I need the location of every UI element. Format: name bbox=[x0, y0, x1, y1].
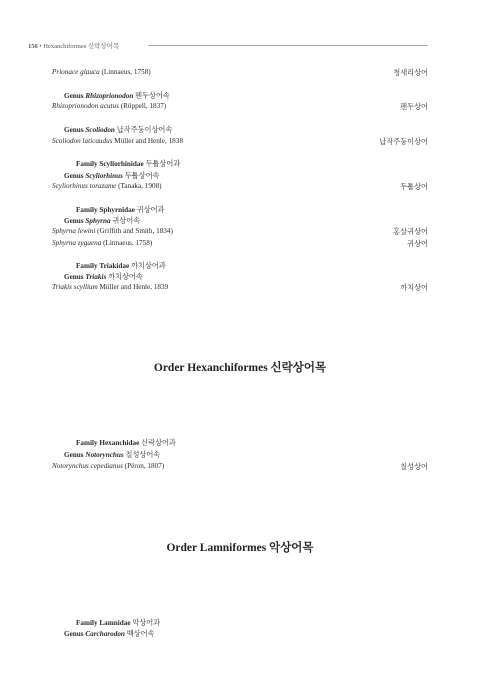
genus-korean-name: 귀상어속 bbox=[112, 217, 141, 225]
running-header bbox=[28, 41, 428, 53]
genus-rank-label: Genus bbox=[64, 630, 84, 638]
family-cell bbox=[76, 261, 166, 271]
species-scientific-name: Notorynchus cepedianus bbox=[52, 462, 123, 470]
genus-rank-label: Genus bbox=[64, 217, 84, 225]
species-scientific-name: Rhizoprionodon acutus bbox=[52, 102, 119, 110]
species-row bbox=[0, 182, 480, 193]
species-name-cell bbox=[52, 227, 173, 235]
genus-name: Scoliodon bbox=[85, 126, 115, 134]
species-author: Müller and Henle, 1838 bbox=[114, 137, 183, 145]
genus-row bbox=[0, 91, 480, 102]
species-row bbox=[0, 102, 480, 113]
genus-name: Rhizoprionodon bbox=[85, 92, 134, 100]
header-bullet: • bbox=[39, 43, 42, 50]
family-korean-name: 악상어과 bbox=[132, 619, 161, 627]
genus-row bbox=[0, 125, 480, 136]
species-scientific-name: Prionace glauca bbox=[52, 68, 100, 76]
family-name: Triakidae bbox=[99, 262, 130, 270]
genus-row bbox=[0, 629, 480, 640]
genus-korean-name: 백상어속 bbox=[126, 630, 155, 638]
genus-rank-label: Genus bbox=[64, 172, 84, 180]
species-name-cell bbox=[52, 102, 166, 110]
species-author: (Tanaka, 1908) bbox=[118, 182, 162, 190]
species-korean-name: 두툽상어 bbox=[400, 183, 428, 191]
running-title: Hexanchiformes 신락상어목 bbox=[43, 43, 120, 50]
genus-cell bbox=[64, 216, 140, 226]
genus-rank-label: Genus bbox=[64, 126, 84, 134]
family-cell bbox=[76, 159, 180, 169]
genus-cell bbox=[64, 272, 143, 282]
species-name-cell bbox=[52, 462, 164, 470]
species-name-cell bbox=[52, 239, 152, 247]
family-name: Sphyrnidae bbox=[99, 206, 135, 214]
order-heading-lamniformes: Order Lamniformes 악상어목 bbox=[166, 542, 314, 554]
genus-row bbox=[0, 272, 480, 283]
family-cell bbox=[76, 618, 160, 628]
genus-korean-name: 두툽상어속 bbox=[124, 172, 160, 180]
genus-name: Triakis bbox=[85, 273, 107, 281]
species-author: (Péron, 1807) bbox=[124, 462, 165, 470]
family-rank-label: Family bbox=[76, 206, 98, 214]
page-number: 156 bbox=[28, 43, 38, 50]
species-korean-name: 홍살귀상어 bbox=[393, 228, 428, 236]
family-korean-name: 신락상어과 bbox=[141, 439, 176, 447]
genus-cell bbox=[64, 171, 159, 181]
family-row bbox=[0, 618, 480, 629]
species-korean-name: 칠성상어 bbox=[400, 463, 428, 471]
family-row bbox=[0, 205, 480, 216]
genus-cell bbox=[64, 629, 155, 639]
genus-cell bbox=[64, 450, 160, 460]
species-row bbox=[0, 68, 480, 79]
family-korean-name: 두툽상어과 bbox=[145, 160, 181, 168]
species-korean-name: 까치상어 bbox=[400, 284, 428, 292]
genus-row bbox=[0, 216, 480, 227]
genus-name: Carcharodon bbox=[85, 630, 125, 638]
family-row bbox=[0, 261, 480, 272]
genus-korean-name: 납작주둥이상어속 bbox=[116, 126, 173, 134]
species-korean-name: 귀상어 bbox=[407, 240, 428, 248]
genus-korean-name: 까치상어속 bbox=[108, 273, 143, 281]
species-name-cell bbox=[52, 68, 151, 76]
family-rank-label: Family bbox=[76, 439, 98, 447]
species-row bbox=[0, 462, 480, 473]
family-name: Scyliorhinidae bbox=[99, 160, 144, 168]
genus-rank-label: Genus bbox=[64, 451, 84, 459]
species-row bbox=[0, 239, 480, 250]
species-author: Müller and Henle, 1839 bbox=[99, 283, 169, 291]
species-row bbox=[0, 227, 480, 238]
family-rank-label: Family bbox=[76, 160, 98, 168]
genus-name: Scyliorhinus bbox=[85, 172, 123, 180]
species-author: (Linnaeus, 1758) bbox=[101, 68, 151, 76]
family-rank-label: Family bbox=[76, 262, 98, 270]
species-scientific-name: Sphyrna zygaena bbox=[52, 239, 102, 247]
family-cell bbox=[76, 438, 176, 448]
genus-rank-label: Genus bbox=[64, 273, 84, 281]
family-korean-name: 까치상어과 bbox=[130, 262, 166, 270]
species-korean-name: 납작주둥이상어 bbox=[379, 138, 428, 146]
species-name-cell bbox=[52, 137, 183, 145]
family-name: Hexanchidae bbox=[99, 439, 140, 447]
species-korean-name: 청새리상어 bbox=[393, 69, 428, 77]
order-heading-hexanchiformes: Order Hexanchiformes 신락상어목 bbox=[153, 362, 327, 374]
species-korean-name: 펜두상어 bbox=[400, 103, 428, 111]
family-rank-label: Family bbox=[76, 619, 98, 627]
genus-row bbox=[0, 171, 480, 182]
species-name-cell bbox=[52, 182, 162, 190]
genus-row bbox=[0, 450, 480, 461]
species-row bbox=[0, 283, 480, 294]
genus-cell bbox=[64, 91, 170, 101]
species-row bbox=[0, 137, 480, 148]
genus-name: Notorynchus bbox=[85, 451, 124, 459]
species-author: (Rüppell, 1837) bbox=[120, 102, 167, 110]
genus-name: Sphyrna bbox=[85, 217, 111, 225]
genus-korean-name: 펜두상어속 bbox=[135, 92, 170, 100]
family-name: Lamnidae bbox=[99, 619, 131, 627]
family-row bbox=[0, 438, 480, 449]
genus-korean-name: 칠성상어속 bbox=[125, 451, 161, 459]
family-cell bbox=[76, 205, 165, 215]
species-scientific-name: Scyliorhinus torazame bbox=[52, 182, 117, 190]
family-korean-name: 귀상어과 bbox=[136, 206, 165, 214]
family-row bbox=[0, 159, 480, 170]
header-rule bbox=[148, 45, 428, 46]
species-name-cell bbox=[52, 283, 168, 291]
species-author: (Linnaeus, 1758) bbox=[103, 239, 153, 247]
species-author: (Griffith and Smith, 1834) bbox=[97, 227, 173, 235]
species-scientific-name: Scoliodon laticaudus bbox=[52, 137, 113, 145]
species-scientific-name: Sphyrna lewini bbox=[52, 227, 96, 235]
genus-rank-label: Genus bbox=[64, 92, 84, 100]
genus-cell bbox=[64, 125, 172, 135]
species-scientific-name: Triakis scyllium bbox=[52, 283, 98, 291]
